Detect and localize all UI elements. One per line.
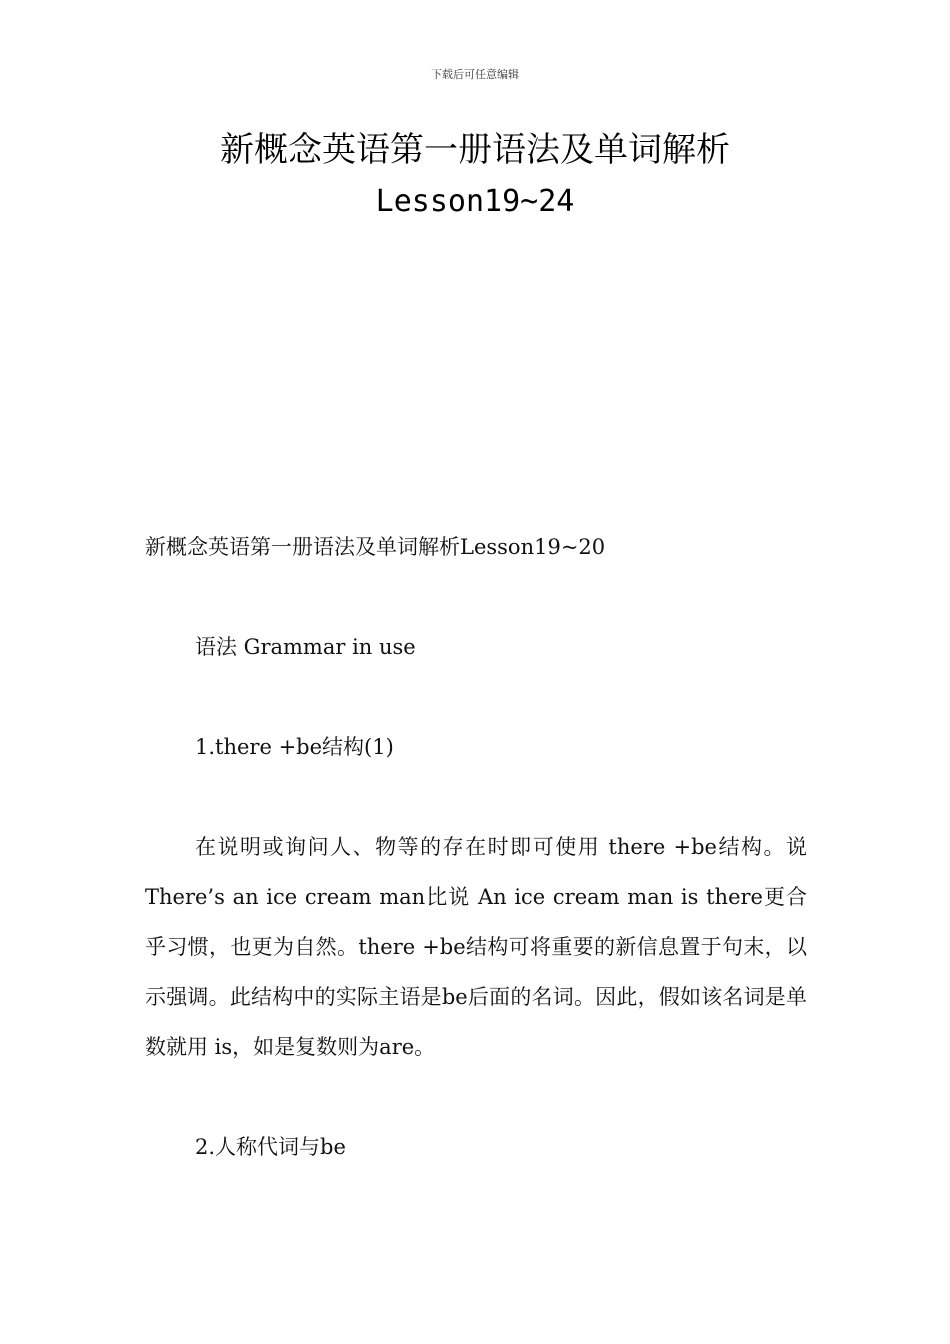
item1-paragraph: 在说明或询问人、物等的存在时即可使用 there +be结构。说 There’s an ice cream man比说 An ice cream man is there更合乎习惯，也更为自然。there +be结构可将重要的新信息置于句末，以示强调。此结构中的实际主语是be后面的名词。因此，假如该名词是单数就用 is，如是复数则为are。 (145, 835, 807, 1059)
title-line-chinese: 新概念英语第一册语法及单词解析 (220, 130, 730, 170)
document-title (0, 124, 950, 228)
title-line-lesson: Lesson19~24 (375, 184, 575, 219)
header-note: 下载后可任意编辑 (431, 68, 519, 81)
item2-heading: 2.人称代词与be (195, 1135, 346, 1159)
section-title: 新概念英语第一册语法及单词解析Lesson19~20 (145, 535, 606, 559)
grammar-heading: 语法 Grammar in use (195, 635, 416, 659)
item1-heading: 1.there +be结构(1) (195, 735, 394, 759)
document-body (145, 522, 807, 1222)
